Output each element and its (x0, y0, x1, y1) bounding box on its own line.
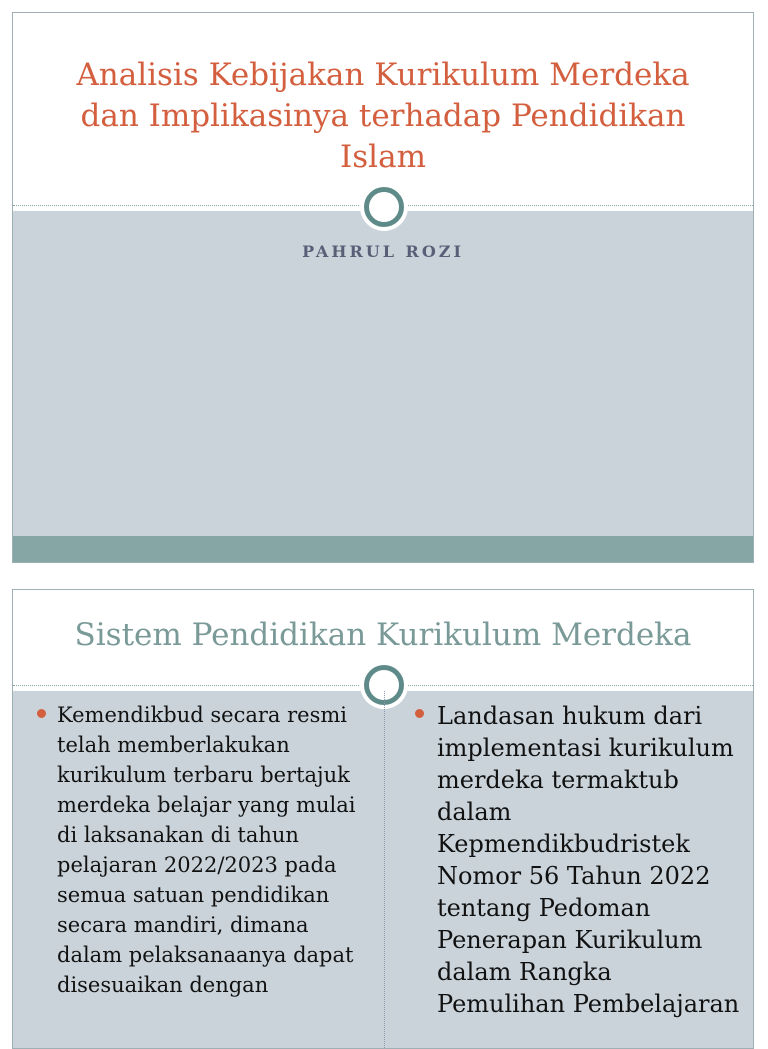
bullet-dot-icon (415, 709, 424, 718)
circle-ornament-icon (364, 187, 404, 227)
slide-1 (12, 12, 754, 563)
left-column (37, 700, 367, 1000)
list-item (37, 700, 367, 1000)
column-separator (384, 691, 385, 1048)
slide-title: Analisis Kebijakan Kurikulum Merdeka dan Implikasinya terhadap Pendidikan Islam (76, 57, 690, 175)
right-column (413, 700, 743, 1020)
title-area (13, 13, 753, 205)
bullet-text: Landasan hukum dari implementasi kurikulum merdeka termaktub dalam Kepmendikbudristek Nomor 56 Tahun 2022 tentang Pedoman Penerapan Kurikulum dalam Rangka Pemulihan Pembelajaran (437, 702, 740, 1018)
bullet-dot-icon (37, 709, 46, 718)
list-item (413, 700, 743, 1020)
footer-bar (13, 536, 753, 562)
slide-subtitle: PAHRUL ROZI (302, 242, 464, 261)
slide-2 (12, 589, 754, 1049)
slide-title: Sistem Pendidikan Kurikulum Merdeka (74, 617, 692, 653)
slide-body (13, 211, 753, 562)
bullet-text: Kemendikbud secara resmi telah memberlakukan kurikulum terbaru bertajuk merdeka belajar yang mulai di laksanakan di tahun pelajaran 2022/2023 pada semua satuan pendidikan secara mandiri, dimana dalam pelaksanaanya dapat disesuaikan dengan (57, 703, 356, 997)
